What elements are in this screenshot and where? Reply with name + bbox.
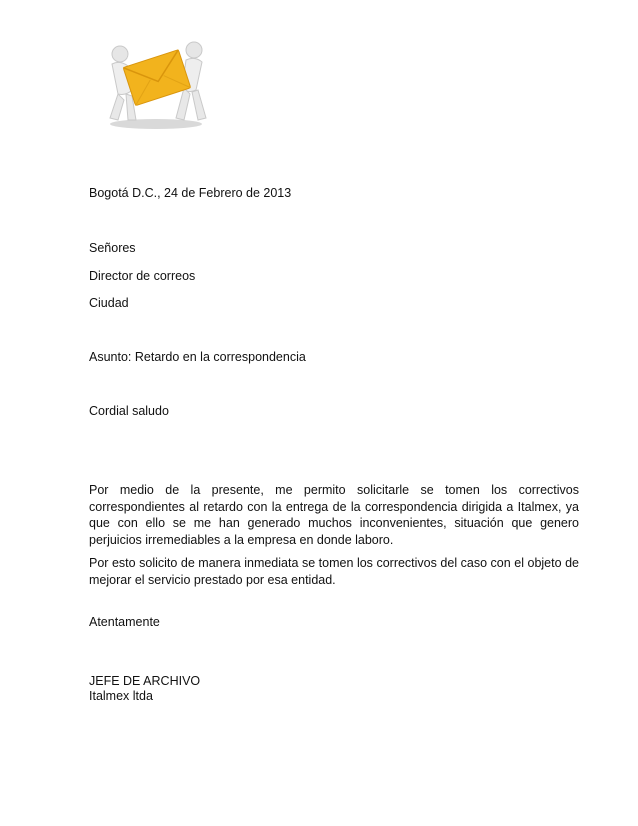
closing: Atentamente xyxy=(89,615,160,629)
body-paragraph-2: Por esto solicito de manera inmediata se tomen los correctivos del caso con el objeto de mejorar el servicio prestado por esa entidad. xyxy=(89,556,579,587)
envelope-carriers-icon xyxy=(98,38,216,130)
body-paragraph-1: Por medio de la presente, me permito solicitarle se tomen los correctivos correspondientes al retardo con la entrega de la correspondencia dirigida a Italmex, ya que con ello se me han generado muchos inconvenientes, situación que genero perjuicios irremediables a la empresa en donde laboro. xyxy=(89,483,579,547)
recipient-name: Director de correos xyxy=(89,269,196,283)
signature-company: Italmex ltda xyxy=(89,689,153,703)
recipient-city: Ciudad xyxy=(89,296,129,310)
signature-title: JEFE DE ARCHIVO xyxy=(89,674,201,688)
subject-line: Asunto: Retardo en la correspondencia xyxy=(89,350,306,364)
recipient-salutation: Señores xyxy=(89,241,136,255)
greeting: Cordial saludo xyxy=(89,404,169,418)
date-line: Bogotá D.C., 24 de Febrero de 2013 xyxy=(89,186,292,200)
